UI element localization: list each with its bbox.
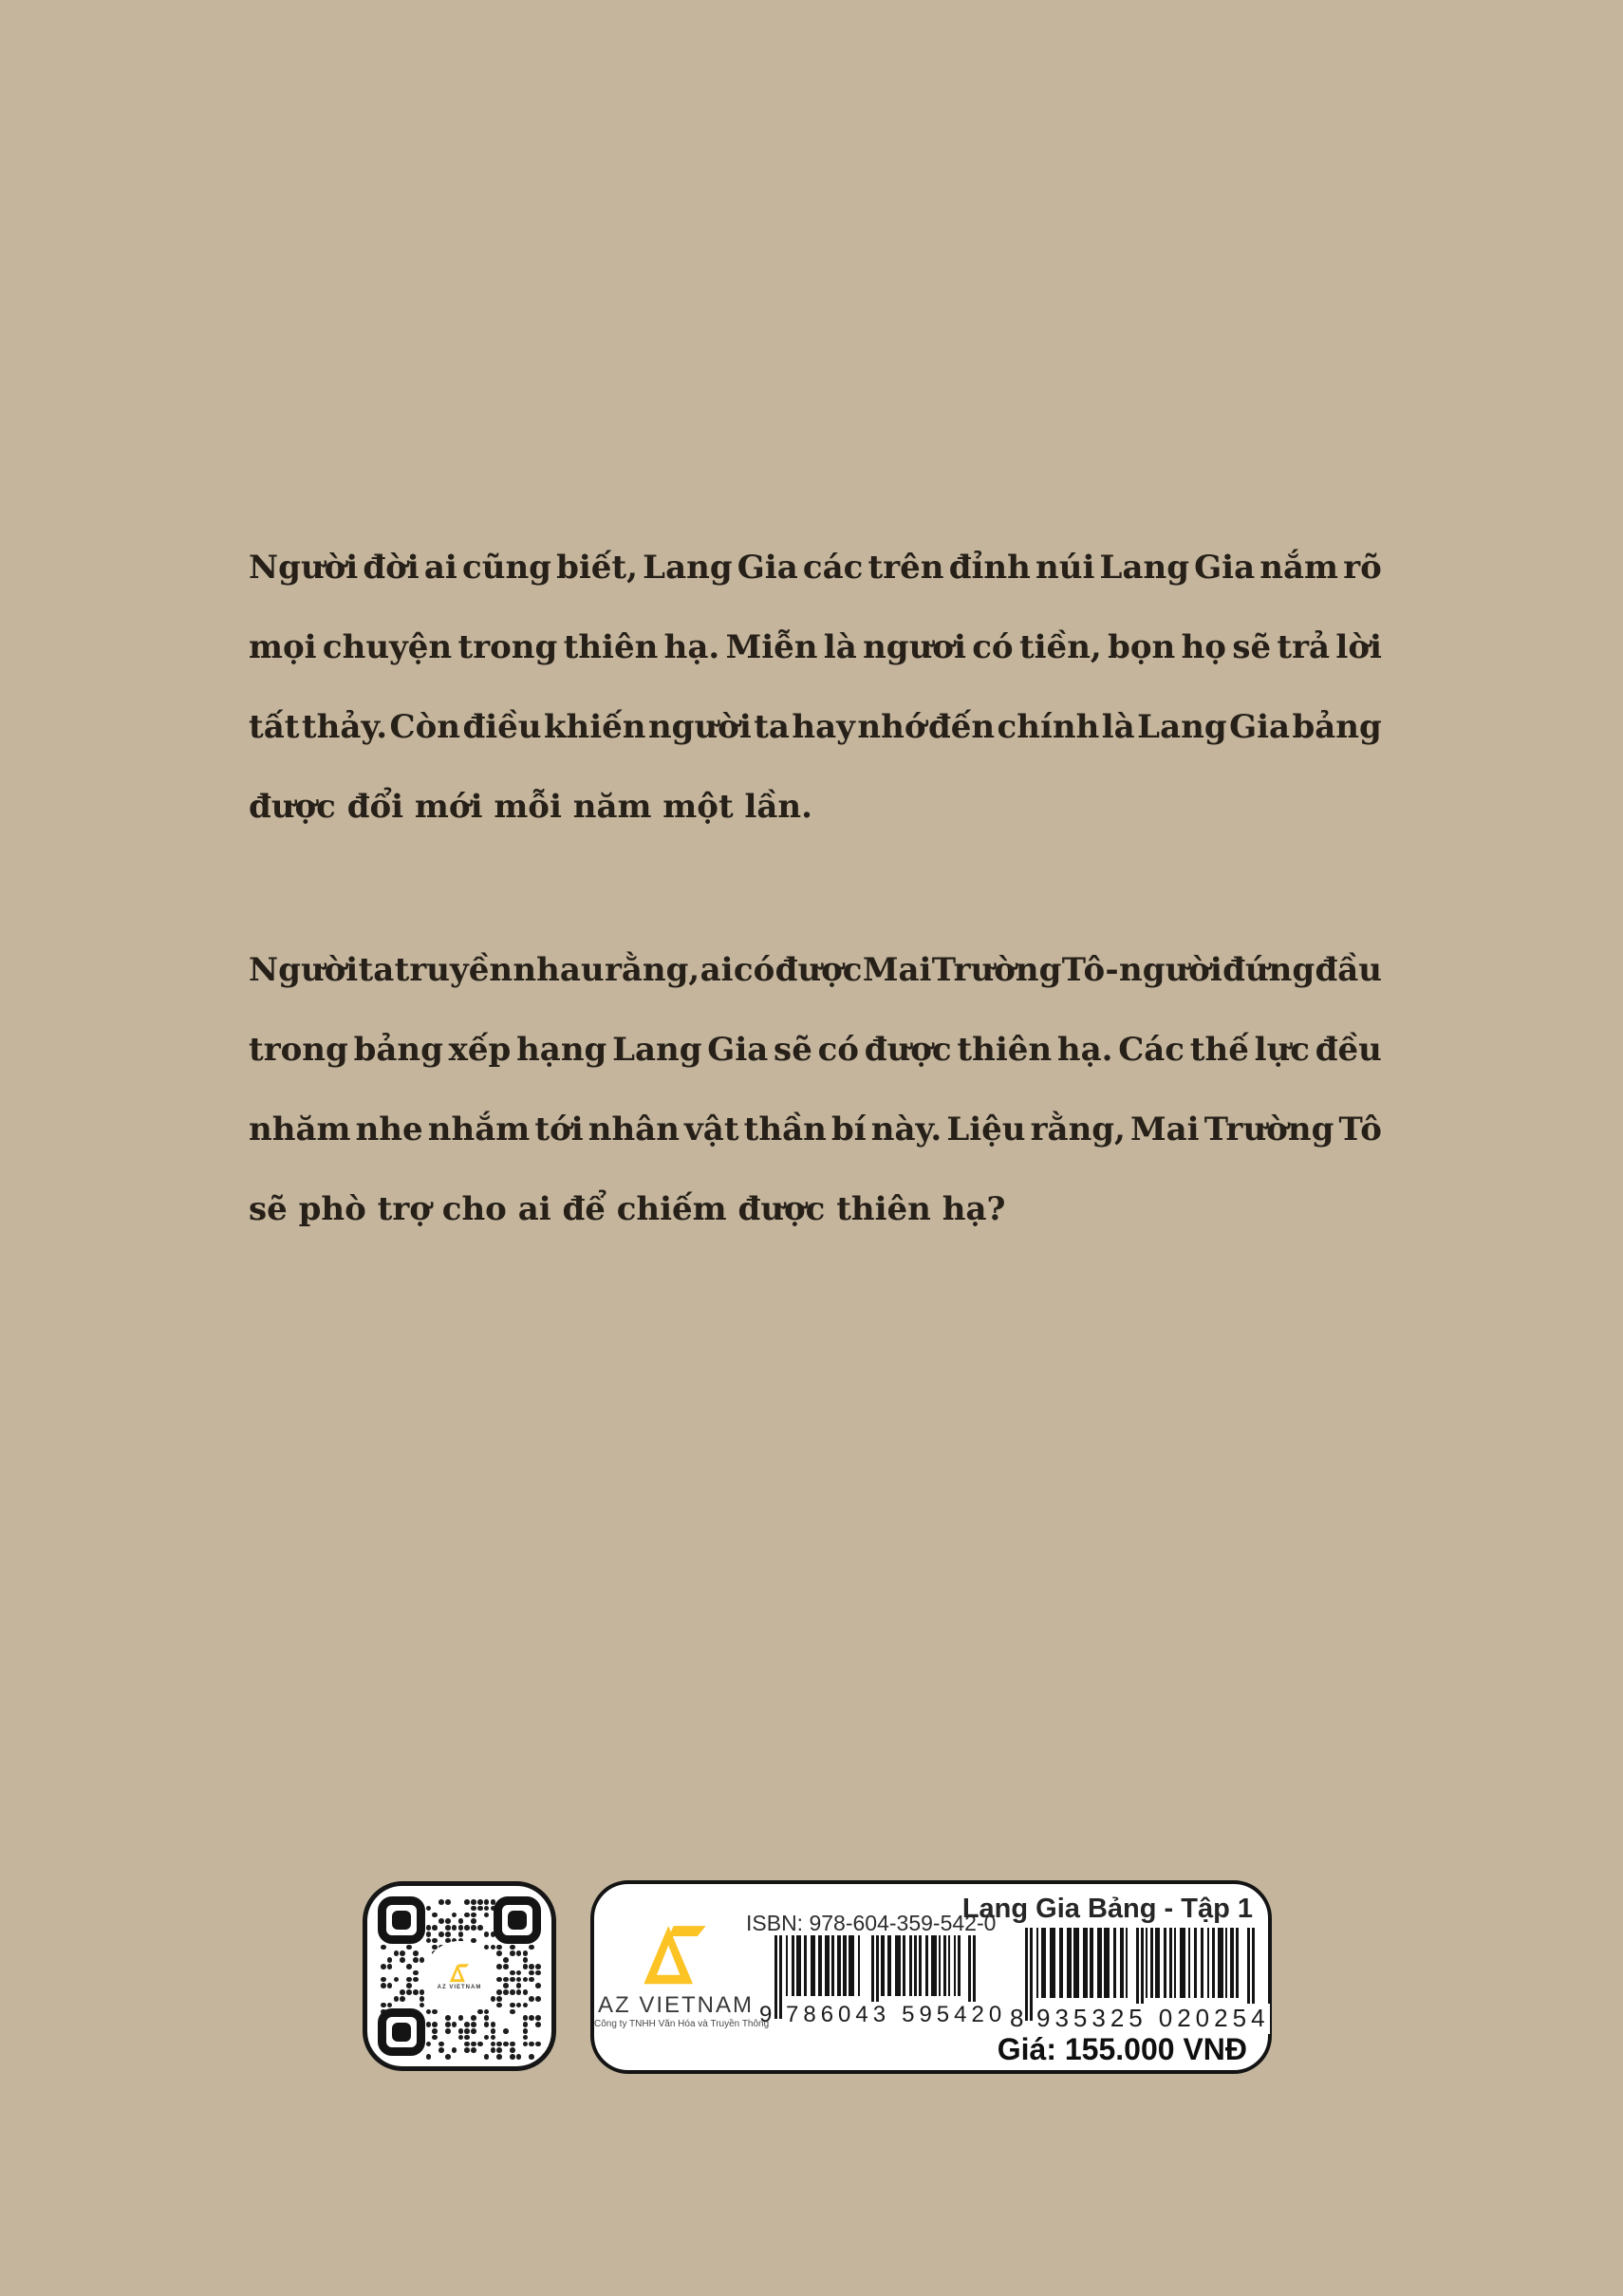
back-cover-blurb xyxy=(249,528,1382,1249)
qr-center-logo-text: AZ VIETNAM xyxy=(437,1984,482,1990)
paragraph xyxy=(249,930,1382,1249)
qr-finder-bottom-left xyxy=(378,2008,425,2056)
text-line: sẽ phò trợ cho ai để chiếm được thiên hạ? xyxy=(249,1190,1006,1228)
barcode-digits: 9 786043 595420 xyxy=(759,2002,978,2030)
ean-barcode xyxy=(1010,1928,1270,2038)
qr-finder-top-right xyxy=(494,1896,541,1944)
isbn-barcode xyxy=(759,1935,1007,2034)
text-line: được đổi mới mỗi năm một lần. xyxy=(249,788,812,826)
text-line: trong bảng xếp hạng Lang Gia sẽ có được thiên hạ. Các thế lực đều xyxy=(249,1031,1382,1069)
barcode-digits: 8 935325 020254 xyxy=(1010,2004,1270,2032)
text-line: Người đời ai cũng biết, Lang Gia các trên đỉnh núi Lang Gia nắm rõ xyxy=(249,549,1382,587)
qr-code xyxy=(363,1881,556,2071)
az-logo-icon xyxy=(636,1922,714,1987)
isbn-number: ISBN: 978-604-359-542-0 xyxy=(746,1911,997,1935)
text-line: tất thảy. Còn điều khiến người ta hay nhớ đến chính là Lang Gia bảng xyxy=(249,708,1382,746)
qr-center-logo xyxy=(424,1941,494,2011)
book-title: Lang Gia Bảng - Tập 1 xyxy=(961,1894,1253,1924)
text-line: Người ta truyền nhau rằng, ai có được Mai Trường Tô - người đứng đầu xyxy=(249,951,1382,989)
price-tag: Giá: 155.000 VNĐ xyxy=(997,2032,1247,2066)
publisher-company: Công ty TNHH Văn Hóa và Truyền Thông xyxy=(594,2019,770,2029)
isbn-price-label xyxy=(590,1880,1272,2074)
publisher-name: AZ VIETNAM xyxy=(598,1992,755,2018)
text-line: mọi chuyện trong thiên hạ. Miễn là ngươi có tiền, bọn họ sẽ trả lời xyxy=(249,628,1382,666)
qr-finder-top-left xyxy=(378,1896,425,1944)
text-line: nhăm nhe nhắm tới nhân vật thần bí này. Liệu rằng, Mai Trường Tô xyxy=(249,1111,1382,1148)
paragraph xyxy=(249,528,1382,847)
az-logo-icon xyxy=(448,1963,471,1983)
